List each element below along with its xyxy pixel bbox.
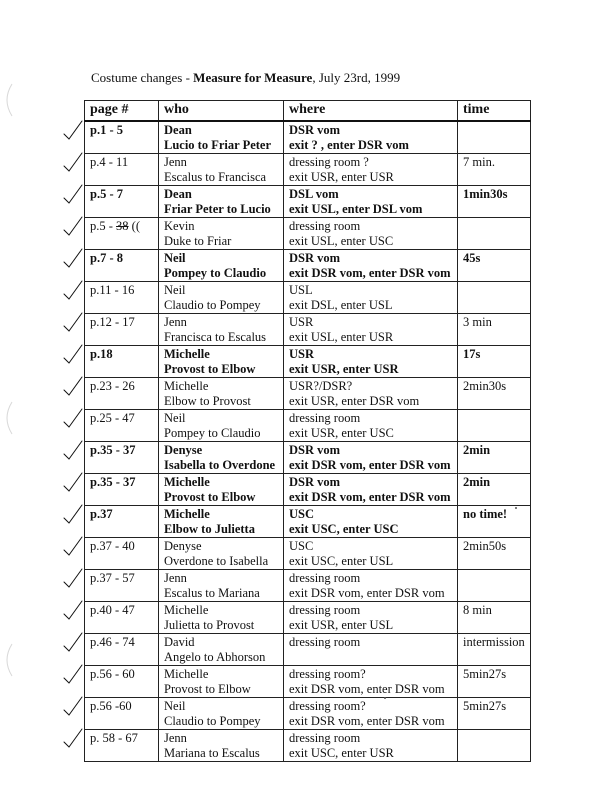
who-cell [159,666,284,698]
who-cell [159,474,284,506]
checkmark-icon [62,343,84,365]
where-cell [284,730,458,762]
where-cell [284,250,458,282]
actor-name: Neil [164,251,186,265]
checkmark-icon [62,375,84,397]
time-cell [458,730,531,762]
change-location: DSR vom [289,475,341,489]
checkmark-icon [62,279,84,301]
change-duration: 17s [463,347,481,361]
who-cell [159,154,284,186]
change-location: dressing room [289,411,361,425]
who-cell [159,346,284,378]
exit-enter-route: exit USR, enter USR [289,362,399,376]
checkmark-icon [62,215,84,237]
page-range-cell [85,730,159,762]
page-range-cell [85,570,159,602]
title-play: Measure for Measure [193,70,313,85]
exit-enter-route: exit USL, enter USC [289,234,394,248]
actor-name: Neil [164,699,186,713]
change-duration: 2min [463,443,491,457]
change-duration: 1min30s [463,187,508,201]
who-cell [159,538,284,570]
role-change: Lucio to Friar Peter [164,138,272,152]
where-cell [284,186,458,218]
struck-page-number: 38 [116,219,129,233]
page-range-text: p.40 - 47 [90,603,135,617]
role-change: Provost to Elbow [164,490,256,504]
table-row [85,634,531,666]
role-change: Claudio to Pompey [164,714,261,728]
time-cell [458,634,531,666]
page-range-cell [85,218,159,250]
checkmark-icon [62,439,84,461]
change-duration: 3 min [463,315,492,329]
role-change: Isabella to Overdone [164,458,276,472]
header-page: page # [85,101,159,122]
page-range-text: p.46 - 74 [90,635,135,649]
change-duration: 5min27s [463,667,507,681]
time-cell [458,218,531,250]
table-row [85,121,531,154]
page-range-text: p.37 [90,507,113,521]
where-cell [284,282,458,314]
who-cell [159,378,284,410]
checkmark-icon [62,535,84,557]
checkmark-icon [62,151,84,173]
change-duration: intermission [463,635,525,649]
page-range-text: p.1 - 5 [90,123,123,137]
actor-name: Michelle [164,475,210,489]
table-row [85,538,531,570]
page-range-cell [85,250,159,282]
table-row [85,314,531,346]
actor-name: Kevin [164,219,195,233]
where-cell [284,698,458,730]
time-cell [458,314,531,346]
exit-enter-route: exit USC, enter USL [289,554,394,568]
where-cell [284,442,458,474]
page-range-text: p.56 -60 [90,699,132,713]
actor-name: Neil [164,411,186,425]
margin-curve-mark [0,398,14,438]
time-cell [458,154,531,186]
time-cell [458,698,531,730]
table-row [85,250,531,282]
where-cell [284,570,458,602]
checkmark-icon [62,119,84,141]
checkmark-icon [62,727,84,749]
who-cell [159,410,284,442]
exit-enter-route: exit ? , enter DSR vom [289,138,409,152]
checkmark-icon [62,183,84,205]
change-location: dressing room [289,603,361,617]
change-location: DSR vom [289,123,341,137]
actor-name: Dean [164,123,192,137]
time-cell [458,378,531,410]
checkmark-icon [62,631,84,653]
table-row [85,346,531,378]
exit-enter-route: exit USC, enter USR [289,746,394,760]
exit-enter-route: exit DSR vom, enter DSR vom [289,682,445,696]
role-change: Escalus to Francisca [164,170,267,184]
time-cell [458,250,531,282]
actor-name: David [164,635,195,649]
time-cell [458,666,531,698]
time-cell [458,410,531,442]
change-duration: 2min30s [463,379,507,393]
change-location: USL [289,283,313,297]
where-cell [284,346,458,378]
table-body [85,121,531,762]
table-row [85,186,531,218]
page-range-cell [85,410,159,442]
checkmark-icon [62,567,84,589]
checkmark-icon [62,311,84,333]
table-row [85,602,531,634]
time-cell [458,186,531,218]
table-header-row [85,101,531,122]
actor-name: Jenn [164,731,187,745]
document-title [91,70,511,86]
page-range-text: p.5 - 7 [90,187,123,201]
where-cell [284,314,458,346]
page-range-text: p.35 - 37 [90,443,136,457]
who-cell [159,186,284,218]
exit-enter-route: exit USC, enter USC [289,522,399,536]
time-cell [458,602,531,634]
change-location: dressing room [289,635,361,649]
change-location: dressing room ? [289,155,369,169]
exit-enter-route: exit USR, enter DSR vom [289,394,420,408]
change-location: dressing room [289,731,361,745]
who-cell [159,282,284,314]
role-change: Pompey to Claudio [164,266,267,280]
page-range-text: p.5 - [90,219,117,233]
page-range-text: p. 58 - 67 [90,731,138,745]
change-location: USC [289,507,315,521]
page-range-cell [85,538,159,570]
actor-name: Jenn [164,571,187,585]
page-range-cell [85,154,159,186]
who-cell [159,250,284,282]
actor-name: Denyse [164,443,203,457]
checkmark-icon [62,599,84,621]
where-cell [284,634,458,666]
actor-name: Denyse [164,539,202,553]
where-cell [284,666,458,698]
role-change: Julietta to Provost [164,618,255,632]
where-cell [284,378,458,410]
actor-name: Jenn [164,155,187,169]
change-location: USR [289,347,315,361]
change-location: USR [289,315,314,329]
actor-name: Michelle [164,603,209,617]
who-cell [159,121,284,154]
header-where: where [284,101,458,122]
header-who: who [159,101,284,122]
role-change: Pompey to Claudio [164,426,261,440]
time-cell [458,474,531,506]
checkmark-icon [62,503,84,525]
exit-enter-route: exit DSR vom, enter DSR vom [289,714,445,728]
who-cell [159,698,284,730]
who-cell [159,634,284,666]
actor-name: Neil [164,283,186,297]
page-range-text: p.56 - 60 [90,667,135,681]
change-duration: 2min [463,475,491,489]
change-duration: no time! [463,507,508,521]
page-range-cell [85,378,159,410]
change-location: dressing room [289,219,361,233]
time-cell [458,538,531,570]
ink-speck [384,697,386,699]
who-cell [159,506,284,538]
who-cell [159,730,284,762]
page-range-cell [85,634,159,666]
page-range-text: p.11 - 16 [90,283,135,297]
exit-enter-route: exit USR, enter USL [289,618,394,632]
exit-enter-route: exit USR, enter USR [289,170,394,184]
change-duration: 8 min [463,603,492,617]
page-range-text: p.18 [90,347,113,361]
page-range-cell [85,121,159,154]
role-change: Francisca to Escalus [164,330,267,344]
ink-speck [515,507,517,509]
who-cell [159,602,284,634]
where-cell [284,506,458,538]
time-cell [458,282,531,314]
page-range-cell [85,698,159,730]
page-range-cell [85,666,159,698]
page-range-cell [85,474,159,506]
exit-enter-route: exit DSR vom, enter DSR vom [289,458,451,472]
page-range-text: p.4 - 11 [90,155,129,169]
table-row [85,730,531,762]
table-row [85,570,531,602]
change-location: DSL vom [289,187,339,201]
page-range-text: p.35 - 37 [90,475,136,489]
title-prefix: Costume changes - [91,70,194,85]
role-change: Overdone to Isabella [164,554,269,568]
handwritten-annotation: (( [128,219,140,233]
exit-enter-route: exit DSR vom, enter DSR vom [289,266,451,280]
change-duration: 45s [463,251,481,265]
table-row [85,666,531,698]
role-change: Duke to Friar [164,234,232,248]
page-range-text: p.12 - 17 [90,315,135,329]
margin-curve-mark [0,80,14,120]
where-cell [284,602,458,634]
checkmark-icon [62,407,84,429]
table-row [85,282,531,314]
role-change: Escalus to Mariana [164,586,260,600]
role-change: Mariana to Escalus [164,746,260,760]
role-change: Elbow to Julietta [164,522,255,536]
where-cell [284,154,458,186]
page-range-cell [85,602,159,634]
change-duration: 7 min. [463,155,495,169]
where-cell [284,474,458,506]
page-range-cell [85,442,159,474]
margin-curve-mark [0,640,14,680]
change-location: DSR vom [289,443,341,457]
exit-enter-route: exit DSR vom, enter DSR vom [289,490,451,504]
actor-name: Michelle [164,379,209,393]
page-range-text: p.37 - 57 [90,571,135,585]
page-range-text: p.23 - 26 [90,379,135,393]
table-row [85,218,531,250]
exit-enter-route: exit USL, enter USR [289,330,394,344]
actor-name: Michelle [164,667,209,681]
change-location: dressing room [289,571,361,585]
change-location: USC [289,539,314,553]
checkmark-icon [62,471,84,493]
time-cell [458,442,531,474]
change-location: dressing room? [289,667,366,681]
page-range-cell [85,506,159,538]
actor-name: Michelle [164,347,210,361]
who-cell [159,218,284,250]
time-cell [458,346,531,378]
where-cell [284,410,458,442]
role-change: Provost to Elbow [164,682,251,696]
change-location: DSR vom [289,251,341,265]
exit-enter-route: exit USL, enter DSL vom [289,202,423,216]
who-cell [159,314,284,346]
change-duration: 5min27s [463,699,507,713]
table-row [85,698,531,730]
exit-enter-route: exit DSL, enter USL [289,298,393,312]
page-range-text: p.25 - 47 [90,411,135,425]
where-cell [284,538,458,570]
checkmark-icon [62,663,84,685]
time-cell [458,570,531,602]
page-range-text: p.37 - 40 [90,539,135,553]
checkmark-icon [62,247,84,269]
exit-enter-route: exit USR, enter USC [289,426,394,440]
actor-name: Dean [164,187,192,201]
who-cell [159,570,284,602]
where-cell [284,121,458,154]
change-duration: 2min50s [463,539,507,553]
exit-enter-route: exit DSR vom, enter DSR vom [289,586,445,600]
page-range-text: p.7 - 8 [90,251,123,265]
table-row [85,474,531,506]
actor-name: Jenn [164,315,187,329]
who-cell [159,442,284,474]
role-change: Friar Peter to Lucio [164,202,271,216]
role-change: Elbow to Provost [164,394,251,408]
page-range-cell [85,346,159,378]
table-row [85,378,531,410]
checkmark-icon [62,695,84,717]
role-change: Angelo to Abhorson [164,650,266,664]
table-row [85,154,531,186]
role-change: Provost to Elbow [164,362,256,376]
table-row [85,506,531,538]
table-row [85,442,531,474]
costume-change-table [84,100,531,762]
page-range-cell [85,282,159,314]
change-location: USR?/DSR? [289,379,353,393]
actor-name: Michelle [164,507,210,521]
time-cell [458,506,531,538]
page-range-cell [85,314,159,346]
where-cell [284,218,458,250]
title-date: , July 23rd, 1999 [312,70,401,85]
time-cell [458,121,531,154]
header-time: time [458,101,531,122]
change-location: dressing room? [289,699,366,713]
page-range-cell [85,186,159,218]
table-row [85,410,531,442]
role-change: Claudio to Pompey [164,298,261,312]
